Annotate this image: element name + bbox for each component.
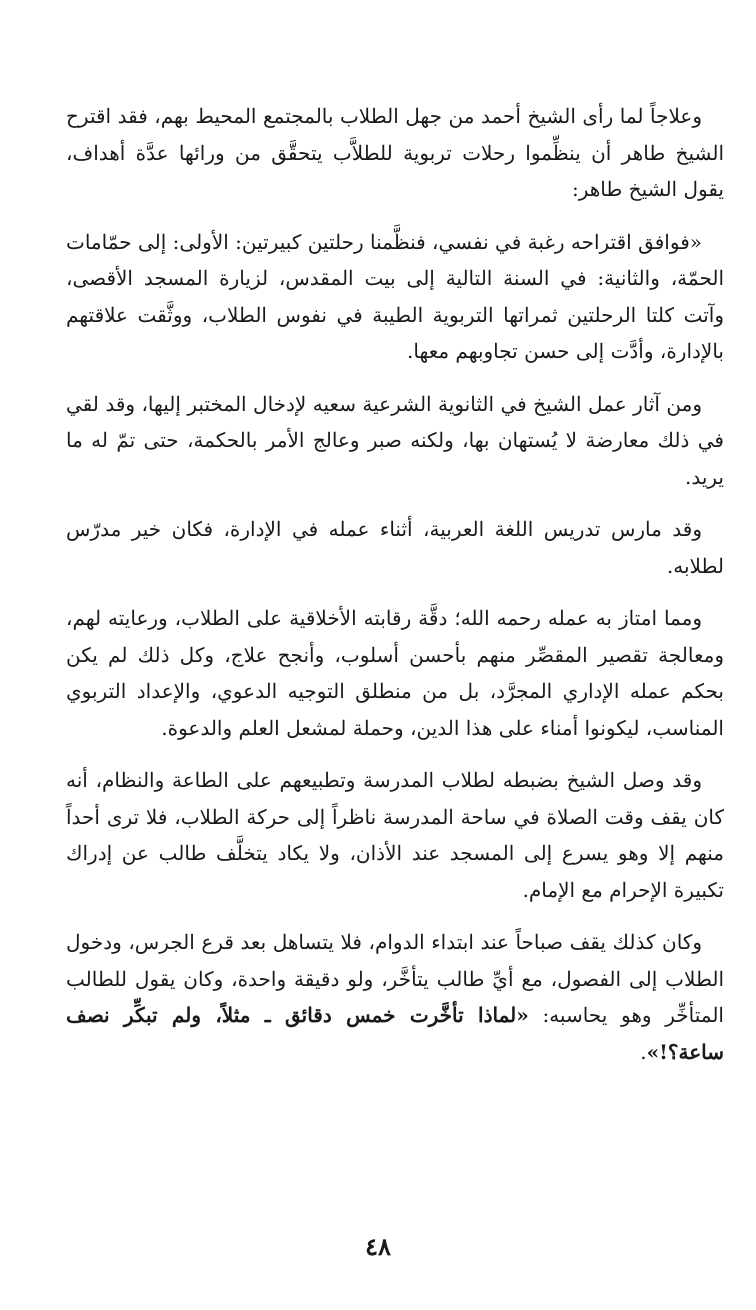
- paragraph-2: «فوافق اقتراحه رغبة في نفسي، فنظَّمنا رحلتين كبيرتين: الأولى: إلى حمّامات الحمّة، والثانية: في السنة التالية إلى بيت المقدس، لزيارة المسجد الأقصى، وآتت كلتا الرحلتين ثمراتها التربوية الطيبة في نفوس الطلاب، ووثَّقت علاقتهم بالإدارة، وأدَّت إلى حسن تجاوبهم معها.: [65, 229, 724, 363]
- body-text: [66, 98, 724, 1086]
- paragraph-3: ومن آثار عمل الشيخ في الثانوية الشرعية سعيه لإدخال المختبر إليها، وقد لقي في ذلك معارضة لا يُستهان بها، ولكنه صبر وعالج الأمر بالحكمة، حتى تمّ له ما يريد.: [66, 391, 724, 489]
- paragraph-1: وعلاجاً لما رأى الشيخ أحمد من جهل الطلاب بالمجتمع المحيط بهم، فقد اقترح الشيخ طاهر أن ينظِّموا رحلات تربوية للطلاَّب يتحقَّق من ورائها عدَّة أهداف، يقول الشيخ طاهر:: [66, 104, 724, 201]
- paragraph-7-end: .: [640, 1039, 647, 1064]
- paragraph-7: [66, 924, 724, 1070]
- paragraph-4: وقد مارس تدريس اللغة العربية، أثناء عمله في الإدارة، فكان خير مدرّس لطلابه.: [66, 517, 724, 578]
- paragraph-5: ومما امتاز به عمله رحمه الله؛ دقَّة رقابته الأخلاقية على الطلاب، ورعايته لهم، ومعالجة تقصير المقصِّر منهم بأحسن أسلوب، وأنجح علاج، وكل ذلك لم يكن بحكم عمله الإداري المجرَّد، بل من منطلق التوجيه الدعوي، والإعداد التربوي المناسب، ليكونوا أمناء على هذا الدين، وحملة لمشعل العلم والدعوة.: [66, 606, 724, 740]
- paragraph-7-quote: «لماذا تأخَّرت خمس دقائق ـ مثلاً، ولم تبكِّر نصف ساعة؟!»: [66, 1003, 724, 1064]
- paragraph-7-text: وكان كذلك يقف صباحاً عند ابتداء الدوام، فلا يتساهل بعد قرع الجرس، ودخول الطلاب إلى الفصول، مع أيِّ طالب يتأخَّر، ولو دقيقة واحدة، وكان يقول للطالب المتأخِّر وهو يحاسبه:: [66, 930, 724, 1027]
- paragraph-6: وقد وصل الشيخ بضبطه لطلاب المدرسة وتطبيعهم على الطاعة والنظام، أنه كان يقف وقت الصلاة في ساحة المدرسة ناظراً إلى حركة الطلاب، فلا ترى أحداً منهم إلا وهو يسرع إلى المسجد عند الأذان، ولا يكاد يتخلَّف طالب عن إدراك تكبيرة الإحرام مع الإمام.: [66, 768, 724, 902]
- page-number: ٤٨: [365, 1232, 391, 1261]
